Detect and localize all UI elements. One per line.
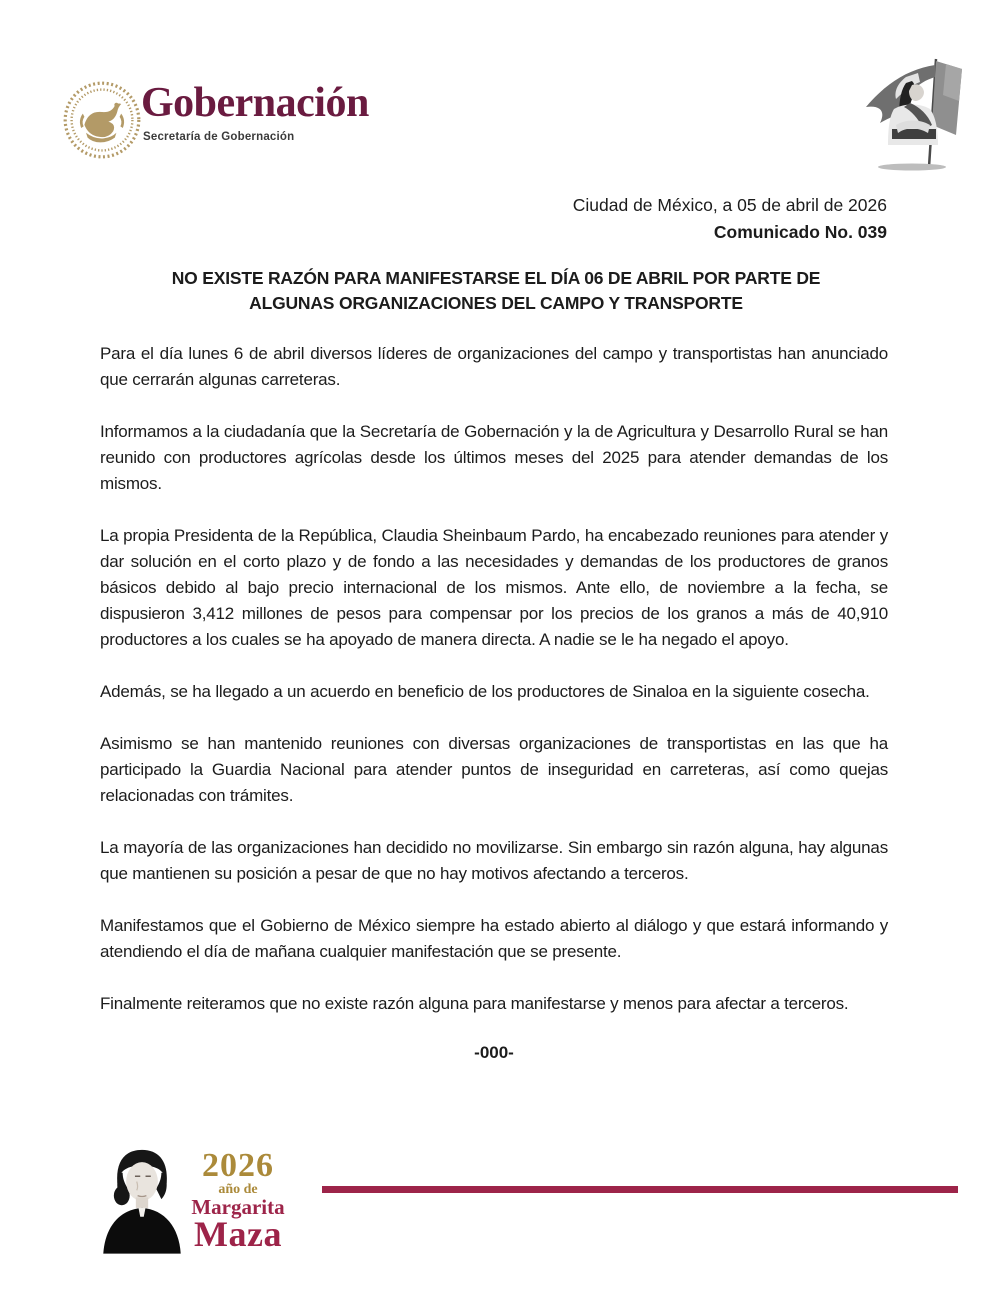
release-body <box>100 341 888 1063</box>
document-header <box>0 0 992 186</box>
paragraph: La mayoría de las organizaciones han decidido no movilizarse. Sin embargo sin razón alguna, hay algunas que mantienen su posición a pesar de que no hay motivos afectando a terceros. <box>100 838 888 883</box>
paragraph: Finalmente reiteramos que no existe razón alguna para manifestarse y menos para afectar a terceros. <box>100 994 849 1013</box>
year-of-margarita-maza-logo <box>178 1147 298 1254</box>
logo-name-1: Margarita <box>191 1195 285 1219</box>
logo-year: 2026 <box>202 1147 274 1184</box>
mexican-coat-of-arms-icon <box>62 78 142 162</box>
release-title-line1: NO EXISTE RAZÓN PARA MANIFESTARSE EL DÍA 06 DE ABRIL POR PARTE DE <box>171 268 821 288</box>
document-footer <box>0 1140 992 1290</box>
logo-year-sub: año de <box>218 1182 258 1197</box>
dateline: Ciudad de México, a 05 de abril de 2026 <box>572 195 887 215</box>
paragraph: La propia Presidenta de la República, Claudia Sheinbaum Pardo, ha encabezado reuniones para atender y dar solución en el corto plazo y de fondo a las necesidades y demandas de los productores de granos básicos debido al bajo precio internacional de los mismos. Ante ello, de noviembre a la fecha, se dispusieron 3,412 millones de pesos para compensar por los precios de los granos a más de 40,910 productores a los cuales se ha apoyado de manera directa. A nadie se le ha negado el apoyo. <box>100 526 888 649</box>
end-mark: -000- <box>474 1043 514 1062</box>
paragraph: Además, se ha llegado a un acuerdo en beneficio de los productores de Sinaloa en la siguiente cosecha. <box>100 682 870 701</box>
gobernacion-wordmark: Gobernación <box>141 80 369 126</box>
secretaria-subtitle: Secretaría de Gobernación <box>143 131 295 143</box>
woman-with-flag-image <box>850 55 968 173</box>
paragraph: Informamos a la ciudadanía que la Secretaría de Gobernación y la de Agricultura y Desarrollo Rural se han reunido con productores agrícolas desde los últimos meses del 2025 para atender demandas de los mismos. <box>100 422 888 493</box>
paragraph: Asimismo se han mantenido reuniones con diversas organizaciones de transportistas en las que ha participado la Guardia Nacional para atender puntos de inseguridad en carreteras, así como quejas relacionadas con trámites. <box>100 734 888 805</box>
release-title-line2: ALGUNAS ORGANIZACIONES DEL CAMPO Y TRANSPORTE <box>249 293 743 313</box>
release-title <box>96 266 896 316</box>
margarita-maza-portrait <box>98 1146 186 1254</box>
footer-accent-rule <box>322 1186 958 1193</box>
comunicado-number: Comunicado No. 039 <box>713 222 887 242</box>
meta-block <box>0 192 887 246</box>
logo-name-2: Maza <box>194 1214 282 1254</box>
paragraph: Manifestamos que el Gobierno de México siempre ha estado abierto al diálogo y que estará informando y atendiendo el día de mañana cualquier manifestación que se presente. <box>100 916 888 961</box>
paragraph: Para el día lunes 6 de abril diversos líderes de organizaciones del campo y transportistas han anunciado que cerrarán algunas carreteras. <box>100 344 888 389</box>
